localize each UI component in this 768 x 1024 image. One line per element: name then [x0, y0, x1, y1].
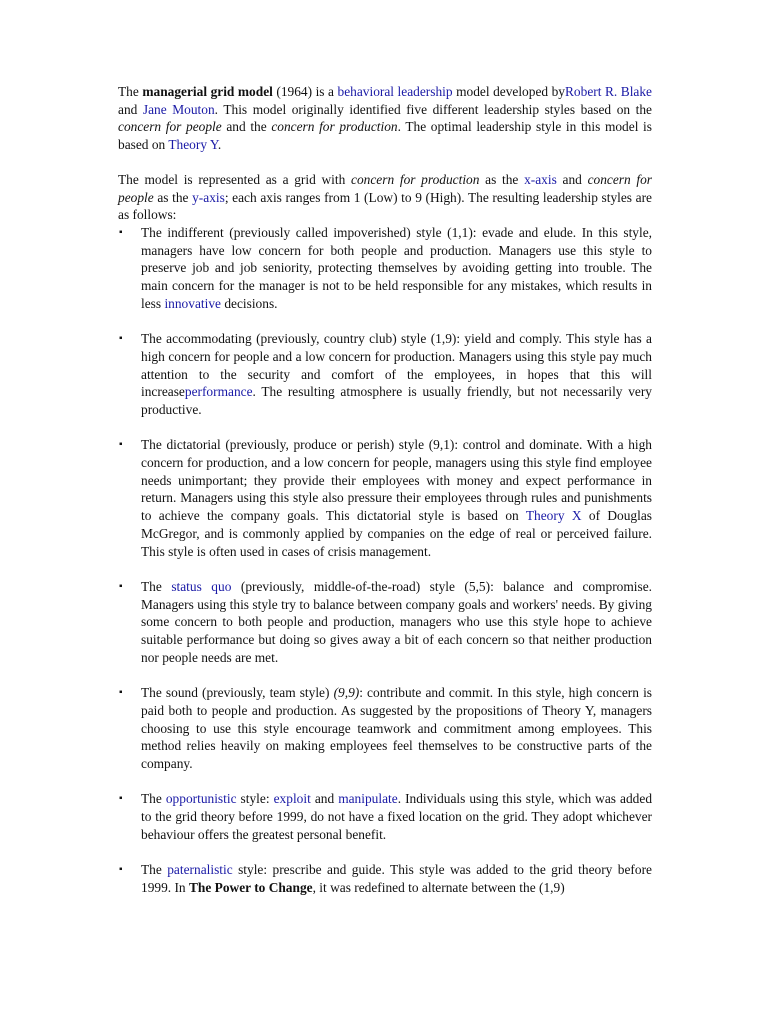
link-theory-y[interactable]: Theory Y: [168, 137, 218, 153]
text-run: The indifferent (previously called impoverished) style (1,1): evade and elude. In this style, managers have low concern for both people and production. Managers use this style to preserve job and job seniority, protecting themselves by avoiding getting into trouble. The main concern for the manager is not to be held responsible for any mistakes, which results in less: [141, 224, 652, 311]
text-run: style: prescribe and guide. This style was added to the grid theory before 1999. In: [141, 862, 652, 895]
list-item-paternalistic: [118, 861, 652, 896]
bullet-icon: ▪: [119, 864, 123, 876]
italic-term: concern for production: [271, 119, 398, 135]
text-run: and: [556, 171, 588, 187]
text-run: and: [118, 101, 143, 117]
italic-term: concern for people: [118, 119, 222, 135]
text-run: .: [217, 137, 222, 153]
link-performance[interactable]: performance: [184, 384, 253, 400]
text-run: The: [118, 84, 143, 99]
bullet-icon: ▪: [119, 580, 123, 592]
text-run: decisions.: [220, 295, 278, 311]
bold-term: The Power to Change: [188, 879, 313, 895]
text-run: , it was redefined to alternate between the (1,9): [312, 879, 565, 895]
link-exploit[interactable]: exploit: [273, 791, 311, 807]
text-run: style:: [236, 791, 274, 807]
bullet-icon: ▪: [119, 333, 123, 345]
text-run: and: [310, 791, 339, 807]
list-item-dictatorial: [118, 436, 652, 560]
link-robert-blake[interactable]: Robert R. Blake: [565, 84, 652, 99]
list-item-sound: [118, 684, 652, 773]
text-run: : contribute and commit. In this style, high concern is paid both to people and production. As suggested by the propositions of Theory Y, managers choosing to use this style encourage teamwork and commitment among employees. This method relies heavily on making employees feel themselves to be constructive parts of the company.: [141, 685, 652, 771]
link-status-quo[interactable]: status quo: [171, 578, 232, 594]
text-run: The sound (previously, team style): [141, 685, 334, 701]
link-innovative[interactable]: innovative: [164, 295, 221, 311]
bullet-icon: ▪: [119, 226, 123, 238]
list-item-status-quo: [118, 578, 652, 667]
link-behavioral-leadership[interactable]: behavioral leadership: [337, 84, 453, 99]
link-y-axis[interactable]: y-axis: [192, 189, 225, 205]
italic-term: concern for people: [118, 171, 653, 205]
leadership-styles-list: [118, 224, 652, 897]
text-run: ; each axis ranges from 1 (Low) to 9 (High). The resulting leadership styles are as follows:: [118, 189, 652, 223]
model-paragraph: [118, 171, 652, 224]
italic-term: concern for production: [351, 171, 480, 187]
link-opportunistic[interactable]: opportunistic: [165, 791, 237, 807]
bullet-icon: ▪: [119, 793, 123, 805]
link-manipulate[interactable]: manipulate: [338, 791, 398, 807]
text-run: . The optimal leadership style in this model is based on: [118, 119, 652, 153]
text-run: model developed by: [452, 84, 565, 99]
text-run: and the: [221, 119, 272, 135]
list-item-opportunistic: [118, 790, 652, 843]
intro-paragraph: [118, 83, 652, 154]
link-theory-x[interactable]: Theory X: [525, 508, 582, 524]
list-item-indifferent: [118, 224, 652, 313]
link-jane-mouton[interactable]: Jane Mouton: [142, 101, 215, 117]
link-paternalistic[interactable]: paternalistic: [167, 862, 233, 878]
italic-term: (9,9): [333, 685, 360, 701]
document-body: [118, 83, 652, 914]
text-run: (1964) is a: [272, 84, 338, 99]
text-run: The: [141, 862, 168, 878]
bullet-icon: ▪: [119, 439, 123, 451]
bullet-icon: ▪: [119, 687, 123, 699]
text-run: The: [141, 791, 166, 807]
text-run: . Individuals using this style, which was added to the grid theory before 1999, do not have a fixed location on the grid. They adopt whichever behaviour offers the greatest personal benefit.: [141, 791, 653, 842]
text-run: The model is represented as a grid with: [118, 171, 352, 187]
list-item-accommodating: [118, 330, 652, 419]
text-run: of Douglas McGregor, and is commonly applied by companies on the edge of real or perceived failure. This style is often used in cases of crisis management.: [141, 508, 653, 559]
text-run: as the: [479, 171, 525, 187]
text-run: . The resulting atmosphere is usually friendly, but not necessarily very productive.: [141, 384, 652, 417]
text-run: (previously, middle-of-the-road) style (5,5): balance and compromise. Managers using this style try to balance between company goals and workers' needs. By giving some concern to both people and production, managers who use this style hope to achieve suitable performance but doing so gives away a bit of each concern so that neither production nor people needs are met.: [141, 578, 653, 665]
text-run: The dictatorial (previously, produce or perish) style (9,1): control and dominate. With a high concern for production, and a low concern for people, managers using this style find employee needs unimportant; they provide their employees with money and expect performance in return. Managers using this style also pressure their employees through rules and punishments to achieve the company goals. This dictatorial style is based on: [141, 437, 652, 524]
link-x-axis[interactable]: x-axis: [524, 171, 557, 187]
bold-term: managerial grid model: [142, 84, 273, 99]
text-run: as the: [153, 189, 193, 205]
text-run: . This model originally identified five different leadership styles based on the: [214, 101, 652, 117]
text-run: The accommodating (previously, country club) style (1,9): yield and comply. This style has a high concern for people and a low concern for production. Managers using this style pay much attention to the security and comfort of the employees, in hopes that this will increase: [141, 331, 652, 400]
text-run: The: [141, 578, 172, 594]
